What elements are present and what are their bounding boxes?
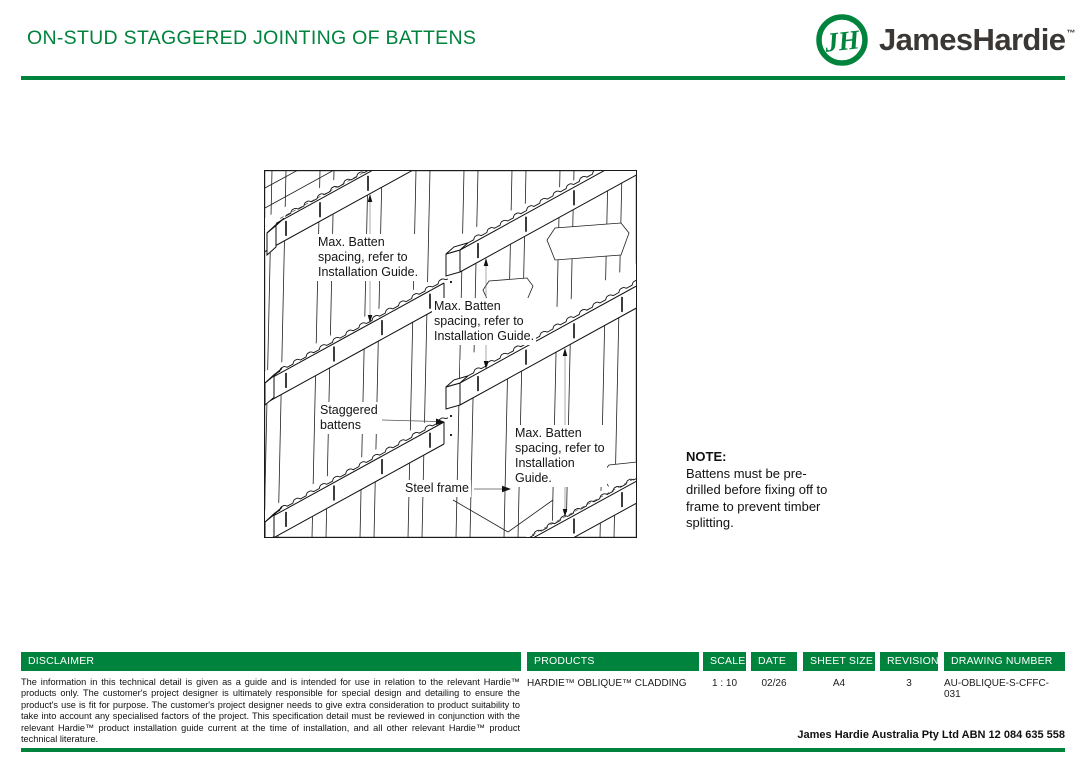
brand-name: JamesHardie [879, 22, 1066, 57]
label-max-batten-spacing-3: Max. Batten spacing, refer to Installation Guide. [515, 426, 605, 485]
technical-diagram [264, 170, 637, 538]
label-staggered-battens: Staggered battens [320, 403, 378, 432]
label-max-batten-spacing-1: Max. Batten spacing, refer to Installation Guide. [318, 235, 419, 279]
scale-header-cell: SCALE [703, 652, 746, 671]
batten-middle-left [265, 273, 448, 405]
header-divider [21, 76, 1065, 80]
label-steel-frame: Steel frame [405, 481, 469, 495]
sheet-size-value: A4 [832, 678, 846, 689]
revision-value: 3 [906, 678, 912, 689]
note-heading: NOTE: [686, 449, 727, 464]
date-value: 02/26 [761, 678, 787, 689]
revision-header-cell: REVISION [880, 652, 938, 671]
products-value: HARDIE™ OBLIQUE™ CLADDING [527, 678, 687, 689]
footer-divider [21, 748, 1065, 752]
jh-logo-icon [814, 12, 870, 68]
sheet-size-header-cell: SHEET SIZE [803, 652, 875, 671]
scale-value: 1 : 10 [711, 678, 738, 689]
drawing-number-header-cell: DRAWING NUMBER [944, 652, 1065, 671]
disclaimer-text: The information in this technical detail is given as a guide and is intended for use in relation to the relevant Hardie™ products only. The customer's project designer is ultimately responsible for special design and detailing to ensure the product's use is fit for purpose. The customer's project designer needs to give extra consideration to product suitability to take into account any specialised factors of the project. This specification detail must be reviewed in conjunction with the relevant Hardie™ product installation guide current at the time of installation, and all other relevant Hardie™ product technical literature. [21, 677, 520, 745]
batten-middle-right [446, 263, 637, 436]
brand-logo [814, 12, 1074, 68]
date-header-cell: DATE [751, 652, 797, 671]
note-block: NOTE: Battens must be pre- drilled before fixing off to frame to prevent timber splitting. [686, 449, 856, 532]
products-header-cell: PRODUCTS [527, 652, 699, 671]
trademark-symbol: ™ [1066, 28, 1076, 38]
disclaimer-header-cell: DISCLAIMER [21, 652, 521, 671]
label-max-batten-spacing-2: Max. Batten spacing, refer to Installation Guide. [434, 299, 535, 343]
company-abn: James Hardie Australia Pty Ltd ABN 12 084 635 558 [797, 729, 1065, 741]
page-title: ON-STUD STAGGERED JOINTING OF BATTENS [27, 27, 477, 49]
jh-monogram: JH [823, 24, 861, 58]
drawing-number-value: AU-OBLIQUE-S-CFFC-031 [944, 678, 1049, 700]
